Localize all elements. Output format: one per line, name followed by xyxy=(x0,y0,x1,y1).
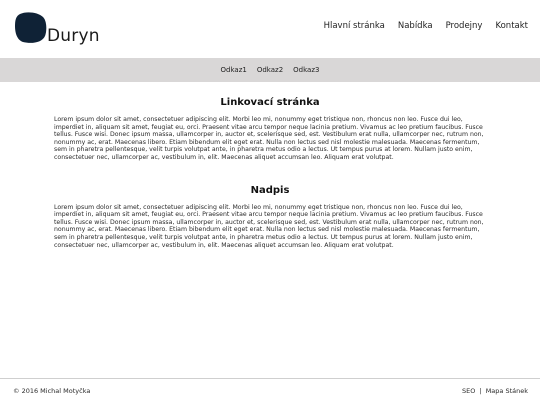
section-title: Linkovací stránka xyxy=(220,97,320,108)
section-title: Nadpis xyxy=(250,184,290,196)
section-text: Lorem ipsum dolor sit amet, consectetuer adipiscing elit. Morbi leo mi, nonummy eget tristique non, rhoncus non leo. Fusce dui leo, imperdiet in, aliquam sit amet, feugiat eu, orci. Praesent vitae arcu tempor neque lacinia pretium. Vivamus ac leo pretium faucibus. Fusce tellus. Fusce wisi. Donec ipsum massa, ullamcorper in, auctor et, scelerisque sed, est. Vestibulum erat nulla, ullamcorper nec, rutrum non, nonummy ac, erat. Maecenas libero. Etiam bibendum elit eget erat. Nulla non lectus sed nisl molestie malesuada. Maecenas fermentum, sem in pharetra pellentesque, velit turpis volutpat ante, in pharetra metus odio a lectus. Ut tempus purus at lorem. Nullam justo enim, consectetuer nec, ullamcorper ac, vestibulum in, elit. Maecenas aliquet accumsan leo. Aliquam erat volutpat. xyxy=(54,203,484,249)
content-section xyxy=(54,96,486,162)
nav-item-kontakt[interactable]: Kontakt xyxy=(495,21,528,31)
content-section xyxy=(54,184,486,250)
sub-nav xyxy=(0,58,540,82)
site-header xyxy=(0,0,540,58)
logo-icon xyxy=(14,11,48,45)
logo-link[interactable] xyxy=(14,9,100,45)
footer-link-seo[interactable]: SEO xyxy=(461,387,476,395)
footer-separator: | xyxy=(479,387,482,395)
subnav-item-odkaz1[interactable]: Odkaz1 xyxy=(220,66,247,74)
nav-item-nabidka[interactable]: Nabídka xyxy=(397,21,433,31)
nav-item-prodejny[interactable]: Prodejny xyxy=(445,21,483,31)
main-nav xyxy=(324,21,528,31)
copyright-text: © 2016 Michal Motyčka xyxy=(13,387,91,395)
subnav-item-odkaz3[interactable]: Odkaz3 xyxy=(293,66,320,74)
site-footer xyxy=(0,378,540,405)
logo-text: Duryn xyxy=(47,26,100,46)
footer-link-map[interactable]: Mapa Stánek xyxy=(485,387,528,395)
nav-item-hlavni-stranka[interactable]: Hlavní stránka xyxy=(323,21,385,31)
main-content xyxy=(54,96,486,249)
footer-links xyxy=(462,387,528,395)
subnav-item-odkaz2[interactable]: Odkaz2 xyxy=(256,66,284,74)
section-text: Lorem ipsum dolor sit amet, consectetuer adipiscing elit. Morbi leo mi, nonummy eget tristique non, rhoncus non leo. Fusce dui leo, imperdiet in, aliquam sit amet, feugiat eu, orci. Praesent vitae arcu tempor neque lacinia pretium. Vivamus ac leo pretium faucibus. Fusce tellus. Fusce wisi. Donec ipsum massa, ullamcorper in, auctor et, scelerisque sed, est. Vestibulum erat nulla, ullamcorper nec, rutrum non, nonummy ac, erat. Maecenas libero. Etiam bibendum elit eget erat. Nulla non lectus sed nisl molestie malesuada. Maecenas fermentum, sem in pharetra pellentesque, velit turpis volutpat ante, in pharetra metus odio a lectus. Ut tempus purus at lorem. Nullam justo enim, consectetuer nec, ullamcorper ac, vestibulum in, elit. Maecenas aliquet accumsan leo. Aliquam erat volutpat. xyxy=(54,116,484,161)
